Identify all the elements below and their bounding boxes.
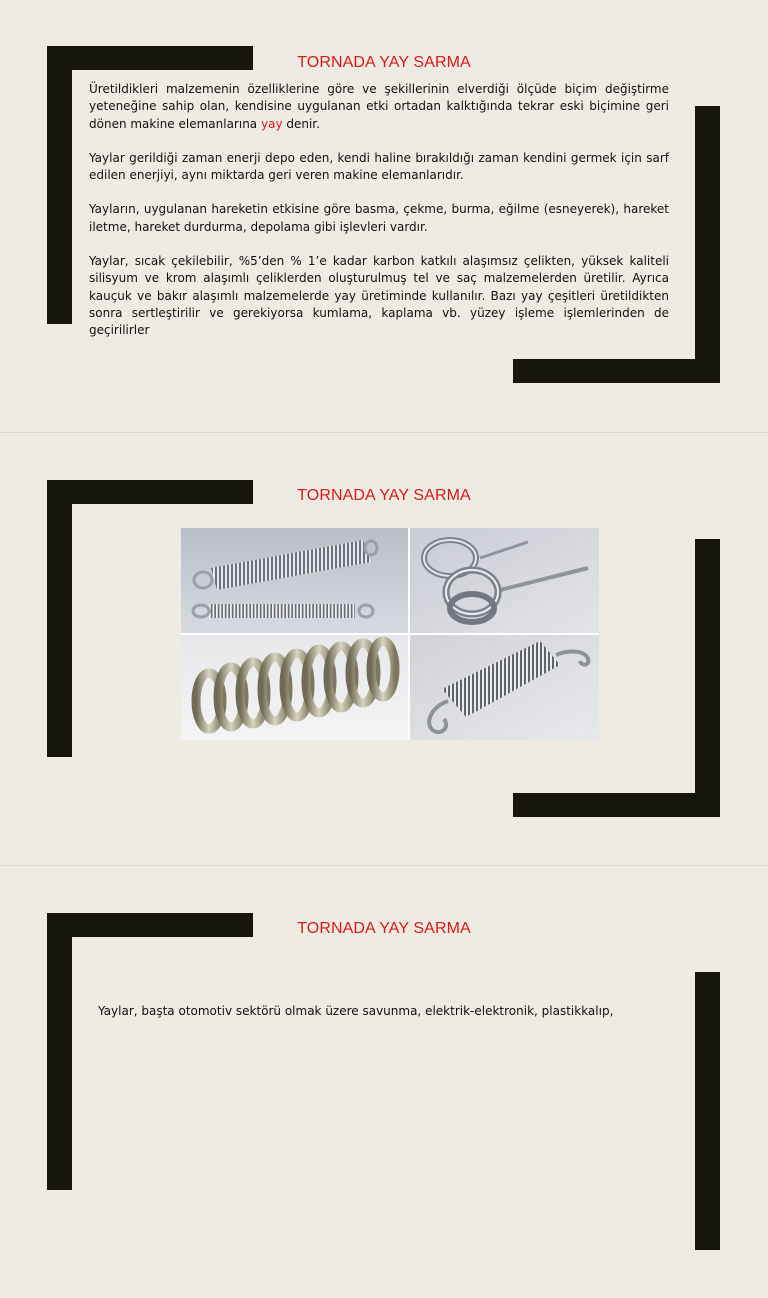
paragraph-usage: Yaylar, başta otomotiv sektörü olmak üzere savunma, elektrik-elektronik, plastikkalıp, xyxy=(98,1004,614,1018)
slide-body xyxy=(98,1003,671,1037)
slide-title: TORNADA YAY SARMA xyxy=(297,54,471,71)
torsion-spring-image xyxy=(410,528,599,633)
photo-compression-spring xyxy=(181,635,408,740)
slide-body xyxy=(89,81,669,357)
frame-top-left-vertical xyxy=(47,913,72,1190)
paragraph-text: Üretildikleri malzemenin özelliklerine göre ve şekillerinin elverdiği ölçüde biçim değiştirme yeteneğine sahip olan, kendisine uygulanan etki ortadan kalktığında tekrar eski biçimine geri dönen makine elemanlarına xyxy=(89,82,669,131)
photo-torsion-spring xyxy=(410,528,599,633)
slide-title: TORNADA YAY SARMA xyxy=(297,920,471,937)
photo-extension-springs xyxy=(181,528,408,633)
slide-2 xyxy=(0,433,768,865)
frame-top-left-vertical xyxy=(47,480,72,757)
frame-bottom-right-horizontal xyxy=(513,793,720,817)
frame-bottom-right-vertical xyxy=(695,539,720,817)
frame-bottom-right-vertical xyxy=(695,972,720,1250)
frame-bottom-right-horizontal xyxy=(513,359,720,383)
paragraph-definition xyxy=(89,81,669,133)
compression-spring-image xyxy=(181,635,408,740)
slide-1 xyxy=(0,0,768,432)
slide-title: TORNADA YAY SARMA xyxy=(297,487,471,504)
paragraph-functions: Yayların, uygulanan hareketin etkisine göre basma, çekme, burma, eğilme (esneyerek), hareket iletme, hareket durdurma, depolama gibi işlevleri vardır. xyxy=(89,202,669,234)
extension-spring-hook-image xyxy=(410,635,599,740)
slide-3 xyxy=(0,866,768,1298)
highlighted-term: yay xyxy=(260,116,283,131)
spring-photo-collage xyxy=(181,528,599,740)
frame-bottom-right-vertical xyxy=(695,106,720,383)
photo-extension-spring-hook xyxy=(410,635,599,740)
paragraph-energy: Yaylar gerildiği zaman enerji depo eden, kendi haline bırakıldığı zaman kendini germek için sarf edilen enerjiyi, aynı miktarda geri veren makine elemanlarıdır. xyxy=(89,150,669,183)
paragraph-text: denir. xyxy=(282,116,320,131)
paragraph-materials: Yaylar, sıcak çekilebilir, %5’den % 1’e kadar karbon katkılı alaşımsız çelikten, yüksek kaliteli silisyum ve krom alaşımlı çeliklerden oluşturulmuş tel ve saç malzemelerden üretilir. Ayrıca kauçuk ve bakır alaşımlı malzemelerde yay üretiminde kullanılır. Bazı yay çeşitleri üretildikten sonra sertleştirilir ve gerekiyorsa kumlama, kaplama vb. yüzey işleme işlemlerinden de geçirilirler xyxy=(89,254,669,338)
extension-springs-image xyxy=(181,528,408,633)
frame-top-left-vertical xyxy=(47,46,72,324)
